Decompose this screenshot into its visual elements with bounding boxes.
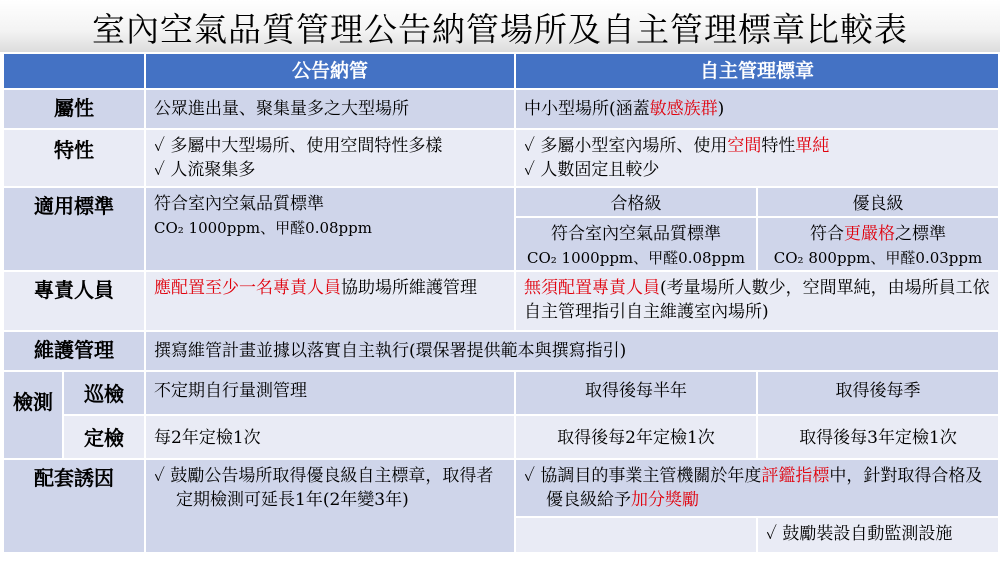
- feature-public: ✓ 多屬中大型場所、使用空間特性多樣 ✓ 人流聚集多: [145, 129, 515, 187]
- staff-public: 應配置至少一名專責人員協助場所維護管理: [145, 271, 515, 331]
- attr-public: 公眾進出量、聚集量多之大型場所: [145, 89, 515, 129]
- label-regular: 定檢: [63, 415, 145, 459]
- label-standard: 適用標準: [3, 187, 145, 271]
- incentive-pass-empty: [515, 517, 757, 553]
- staff-self: 無須配置專責人員(考量場所人數少，空間單純，由場所員工依自主管理指引自主維護室內場所): [515, 271, 999, 331]
- regular-pass: 取得後每2年定檢1次: [515, 415, 757, 459]
- patrol-excellent: 取得後每季: [757, 371, 999, 415]
- attr-self: 中小型場所(涵蓋敏感族群): [515, 89, 999, 129]
- feature-self: ✓ 多屬小型室內場所、使用空間特性單純 ✓ 人數固定且較少: [515, 129, 999, 187]
- grade-excellent: 優良級: [757, 187, 999, 217]
- grade-pass: 合格級: [515, 187, 757, 217]
- maintain-text: 撰寫維管計畫並據以落實自主執行(環保署提供範本與撰寫指引): [145, 331, 999, 371]
- incentive-public: ✓ 鼓勵公告場所取得優良級自主標章，取得者定期檢測可延長1年(2年變3年): [145, 459, 515, 553]
- label-incentive: 配套誘因: [3, 459, 145, 553]
- standard-excellent: 符合更嚴格之標準 CO₂ 800ppm、甲醛0.03ppm: [757, 217, 999, 271]
- row-maintain: [3, 331, 999, 371]
- row-incentive-a: [3, 459, 999, 517]
- label-inspect: 檢測: [3, 371, 63, 459]
- page-title: 室內空氣品質管理公告納管場所及自主管理標章比較表: [92, 10, 908, 49]
- header-corner: [3, 53, 145, 89]
- label-feature: 特性: [3, 129, 145, 187]
- label-maintain: 維護管理: [3, 331, 145, 371]
- label-staff: 專責人員: [3, 271, 145, 331]
- incentive-monitor: ✓ 鼓勵裝設自動監測設施: [757, 517, 999, 553]
- patrol-pass: 取得後每半年: [515, 371, 757, 415]
- label-patrol: 巡檢: [63, 371, 145, 415]
- header-public: 公告納管: [145, 53, 515, 89]
- row-patrol: [3, 371, 999, 415]
- patrol-public: 不定期自行量測管理: [145, 371, 515, 415]
- row-feature: [3, 129, 999, 187]
- row-regular: [3, 415, 999, 459]
- standard-public: 符合室內空氣品質標準 CO₂ 1000ppm、甲醛0.08ppm: [145, 187, 515, 271]
- comparison-table: [2, 52, 1000, 554]
- regular-public: 每2年定檢1次: [145, 415, 515, 459]
- row-staff: [3, 271, 999, 331]
- header-row: [3, 53, 999, 89]
- standard-pass: 符合室內空氣品質標準 CO₂ 1000ppm、甲醛0.08ppm: [515, 217, 757, 271]
- header-self: 自主管理標章: [515, 53, 999, 89]
- row-standard-a: [3, 187, 999, 217]
- label-attribute: 屬性: [3, 89, 145, 129]
- incentive-self: ✓ 協調目的事業主管機關於年度評鑑指標中，針對取得合格及優良級給予加分獎勵: [515, 459, 999, 517]
- regular-excellent: 取得後每3年定檢1次: [757, 415, 999, 459]
- row-attribute: [3, 89, 999, 129]
